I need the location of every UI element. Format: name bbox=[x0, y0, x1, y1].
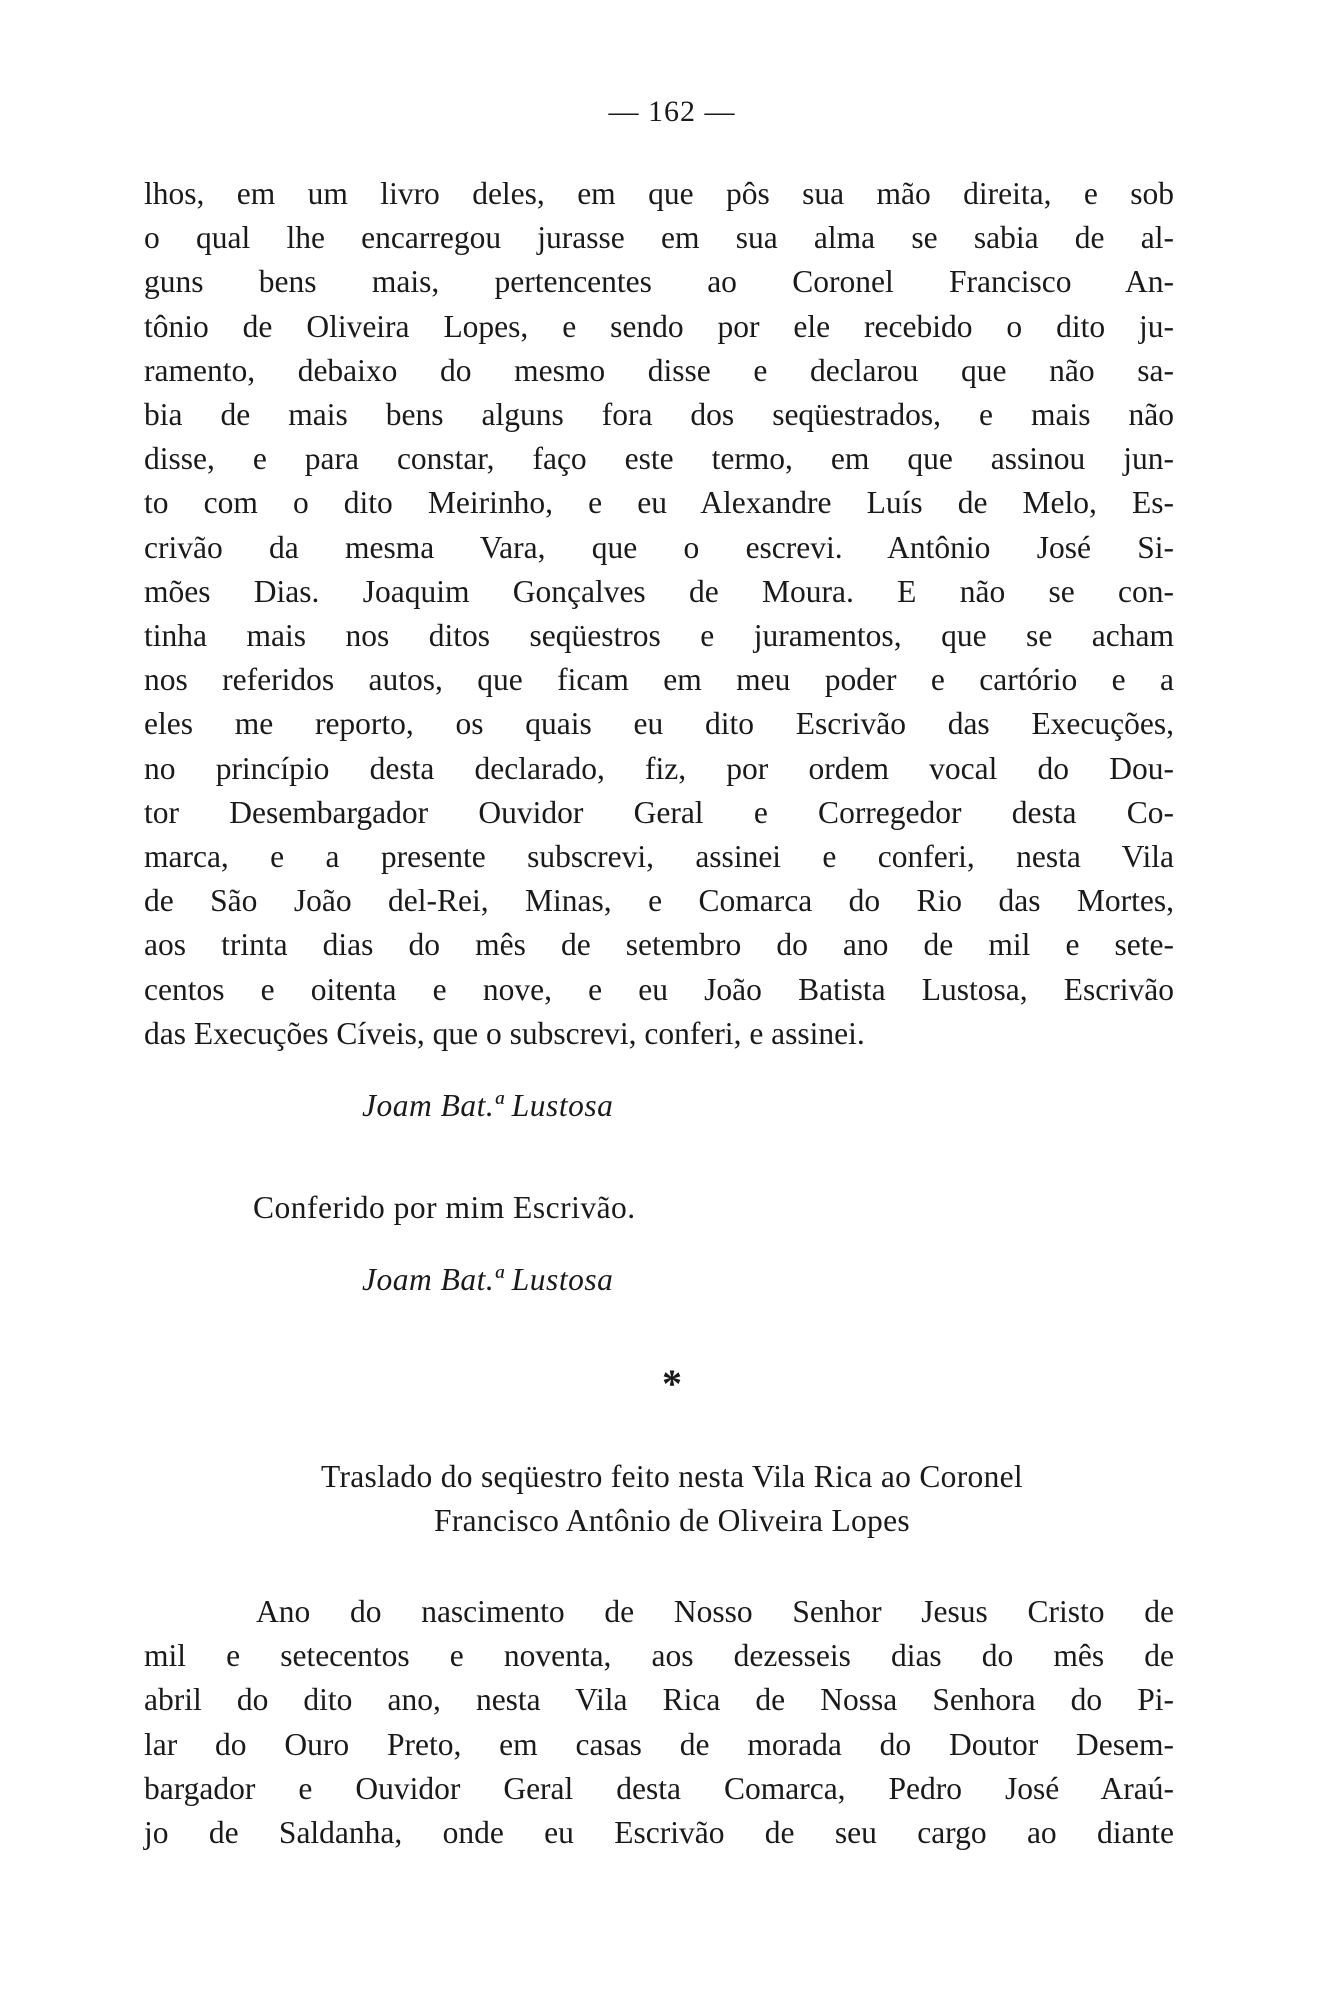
paragraph-1-line: mões Dias. Joaquim Gonçalves de Moura. E não se con- bbox=[144, 573, 1174, 609]
paragraph-1-line: eles me reporto, os quais eu dito Escrivão das Execuções, bbox=[144, 706, 1174, 742]
page-number: — 162 — bbox=[608, 95, 736, 128]
paragraph-1-line: marca, e a presente subscrevi, assinei e conferi, nesta Vila bbox=[144, 839, 1174, 875]
paragraph-1-line: nos referidos autos, que ficam em meu poder e cartório e a bbox=[144, 662, 1174, 698]
paragraph-1-line: aos trinta dias do mês de setembro do ano de mil e sete- bbox=[144, 927, 1174, 963]
section-heading-line-1: Traslado do seqüestro feito nesta Vila Rica ao Coronel bbox=[321, 1459, 1023, 1494]
paragraph-2-line: mil e setecentos e noventa, aos dezesseis dias do mês de bbox=[144, 1638, 1174, 1674]
paragraph-1-line: tor Desembargador Ouvidor Geral e Corregedor desta Co- bbox=[144, 794, 1174, 830]
paragraph-1-line: ramento, debaixo do mesmo disse e declarou que não sa- bbox=[144, 352, 1174, 388]
paragraph-1-line: das Execuções Cíveis, que o subscrevi, conferi, e assinei. bbox=[144, 1015, 865, 1051]
section-heading-line-2: Francisco Antônio de Oliveira Lopes bbox=[434, 1503, 910, 1538]
section-heading bbox=[0, 1455, 1344, 1543]
paragraph-2 bbox=[144, 1590, 1174, 1855]
paragraph-1-line: de São João del-Rei, Minas, e Comarca do Rio das Mortes, bbox=[144, 883, 1174, 919]
paragraph-2-line: lar do Ouro Preto, em casas de morada do Doutor Desem- bbox=[144, 1726, 1174, 1762]
paragraph-1-line: o qual lhe encarregou jurasse em sua alma se sabia de al- bbox=[144, 220, 1174, 256]
paragraph-1-line: crivão da mesma Vara, que o escrevi. Antônio José Si- bbox=[144, 529, 1174, 565]
paragraph-2-line: abril do dito ano, nesta Vila Rica de Nossa Senhora do Pi- bbox=[144, 1682, 1174, 1718]
paragraph-2-line: bargador e Ouvidor Geral desta Comarca, Pedro José Araú- bbox=[144, 1770, 1174, 1806]
paragraph-1-line: tônio de Oliveira Lopes, e sendo por ele recebido o dito ju- bbox=[144, 308, 1174, 344]
paragraph-1-line: bia de mais bens alguns fora dos seqüestrados, e mais não bbox=[144, 397, 1174, 433]
paragraph-1-line: centos e oitenta e nove, e eu João Batista Lustosa, Escrivão bbox=[144, 971, 1174, 1007]
signature-2: Joam Bat.ª Lustosa bbox=[362, 1262, 614, 1297]
paragraph-1-line: tinha mais nos ditos seqüestros e juramentos, que se acham bbox=[144, 618, 1174, 654]
paragraph-2-line: jo de Saldanha, onde eu Escrivão de seu cargo ao diante bbox=[144, 1815, 1174, 1851]
paragraph-1-line: lhos, em um livro deles, em que pôs sua mão direita, e sob bbox=[144, 176, 1174, 211]
paragraph-1-line: disse, e para constar, faço este termo, em que assinou jun- bbox=[144, 441, 1174, 477]
signature-1: Joam Bat.ª Lustosa bbox=[362, 1088, 614, 1123]
paragraph-2-line: Ano do nascimento de Nosso Senhor Jesus Cristo de bbox=[256, 1594, 1174, 1629]
paragraph-1-line: no princípio desta declarado, fiz, por ordem vocal do Dou- bbox=[144, 750, 1174, 786]
section-separator-asterisk: * bbox=[662, 1361, 682, 1406]
conferido-line: Conferido por mim Escrivão. bbox=[253, 1190, 636, 1225]
paragraph-1-line: to com o dito Meirinho, e eu Alexandre Luís de Melo, Es- bbox=[144, 485, 1174, 521]
paragraph-1-line: guns bens mais, pertencentes ao Coronel Francisco An- bbox=[144, 264, 1174, 300]
paragraph-1 bbox=[144, 172, 1174, 1056]
